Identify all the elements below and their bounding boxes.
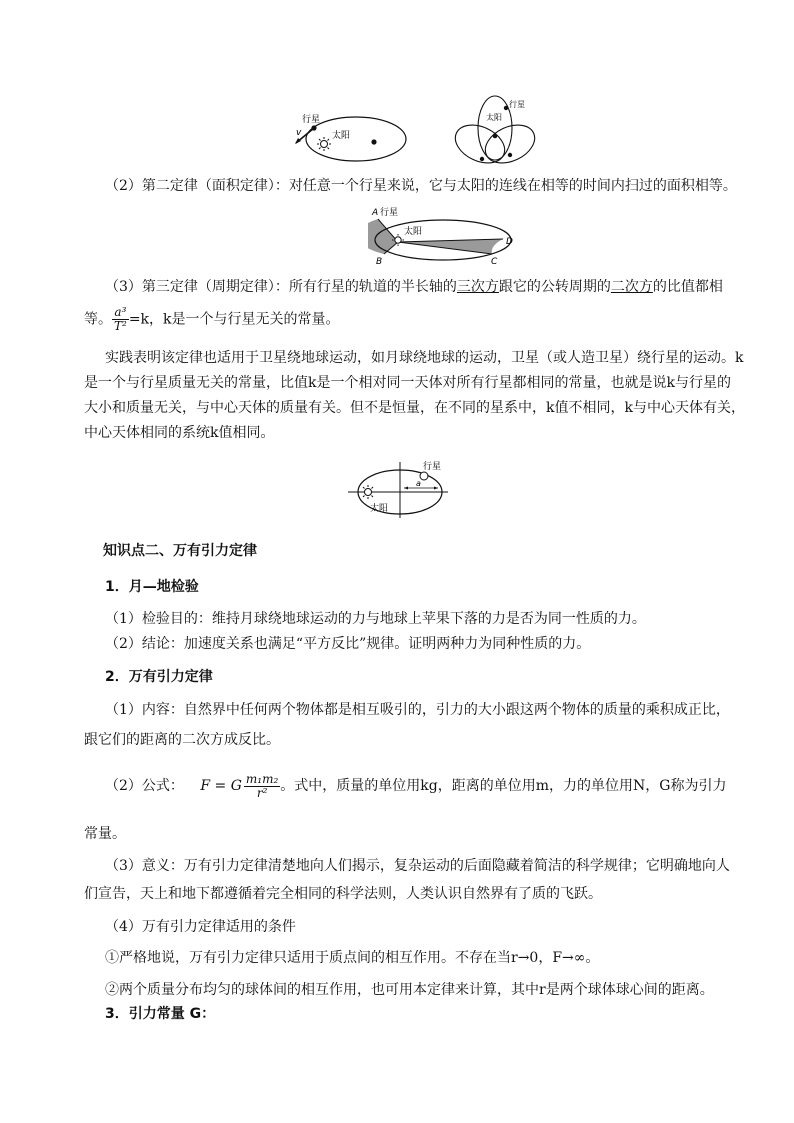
gravitation-meaning-1: （3）意义：万有引力定律清楚地向人们揭示，复杂运动的后面隐藏着简洁的科学规律；它明确地向人 (105, 858, 730, 874)
subsection-2-title: 2．万有引力定律 (105, 669, 213, 685)
practice-line-1: 实践表明该定律也适用于卫星绕地球运动，如月球绕地球的运动，卫星（或人造卫星）绕行星的运动。k (105, 350, 744, 366)
gravitation-formula-line: （2）公式： F = G $\frac{\text{m₁m₂}}{\text{r²}}$ 。式中，质量的单位用kg，距离的单位用m，力的单位用N，G称为引力 (105, 771, 727, 800)
kepler-ratio-fraction: $\frac{\text{a³}}{\text{T²}}$ (114, 305, 127, 333)
area-law-figure (368, 202, 518, 266)
planet-label: 行星 (302, 115, 321, 125)
formula-lhs: F = G (200, 778, 242, 794)
subsection-1-title: 1．月—地检验 (105, 579, 199, 595)
planet-label: 行星 (380, 208, 399, 218)
subsection-3-title: 3．引力常量 G： (105, 1006, 216, 1022)
practice-line-3: 大小和质量无关，与中心天体的质量有关。但不是恒量，在不同的星系中，k值不相同，k与中心天体有关， (84, 400, 745, 416)
section-title: 知识点二、万有引力定律 (103, 543, 257, 559)
sun-label: 太阳 (486, 113, 502, 122)
applicability-item-2: ②两个质量分布均匀的球体间的相互作用，也可用本定律来计算，其中r是两个球体球心间的距离。 (105, 982, 714, 998)
velocity-label: v (296, 128, 302, 138)
orbit-figure-ellipse (282, 110, 410, 164)
gravitation-content-1: （1）内容：自然界中任何两个物体都是相互吸引的，引力的大小跟这两个物体的质量的乘积成正比， (105, 702, 730, 718)
planet-label: 行星 (423, 462, 442, 472)
axis-a-label: a (416, 479, 421, 488)
gravitation-formula-line-2: 常量。 (84, 826, 126, 842)
formula-fraction: $\frac{\text{m₁m₂}}{\text{r²}}$ (245, 771, 279, 800)
sun-label: 太阳 (370, 504, 389, 514)
planet-label: 行星 (509, 100, 525, 109)
practice-line-2: 是一个与行星质量无关的常量，比值k是一个相对同一天体对所有行星都相同的常量，也就是说k与行星的 (84, 375, 731, 391)
point-d-label: D (506, 237, 513, 247)
sun-label: 太阳 (332, 131, 351, 141)
gravitation-meaning-2: 们宣告，天上和地下都遵循着完全相同的科学法则，人类认识自然界有了质的飞跃。 (84, 886, 602, 902)
practice-line-4: 中心天体相同的系统k值相同。 (84, 425, 275, 441)
law3-text: （3）第三定律（周期定律）：所有行星的轨道的半长轴的三次方跟它的公转周期的二次方的比值都相 (105, 279, 723, 295)
applicability-title: （4）万有引力定律适用的条件 (105, 919, 296, 935)
point-b-label: B (376, 257, 383, 266)
point-c-label: C (491, 257, 498, 266)
sun-label: 太阳 (404, 227, 423, 237)
applicability-item-1: ①严格地说，万有引力定律只适用于质点间的相互作用。不存在当r→0，F→∞。 (105, 950, 600, 966)
orbit-figure-multiple (450, 92, 540, 172)
moon-earth-test-purpose: （1）检验目的：维持月球绕地球运动的力与地球上苹果下落的力是否为同一性质的力。 (105, 611, 646, 627)
moon-earth-test-conclusion: （2）结论：加速度关系也满足“平方反比”规律。证明两种力为同种性质的力。 (105, 636, 591, 652)
law2-text: （2）第二定律（面积定律）：对任意一个行星来说，它与太阳的连线在相等的时间内扫过的面积相等。 (105, 178, 737, 194)
semi-major-axis-figure (348, 458, 448, 520)
point-a-label: A (372, 208, 379, 218)
gravitation-content-2: 跟它们的距离的二次方成反比。 (84, 732, 280, 748)
law3-formula-line: 等。 $\frac{\text{a³}}{\text{T²}}$ =k，k是一个与行星无关的常量。 (84, 305, 340, 333)
